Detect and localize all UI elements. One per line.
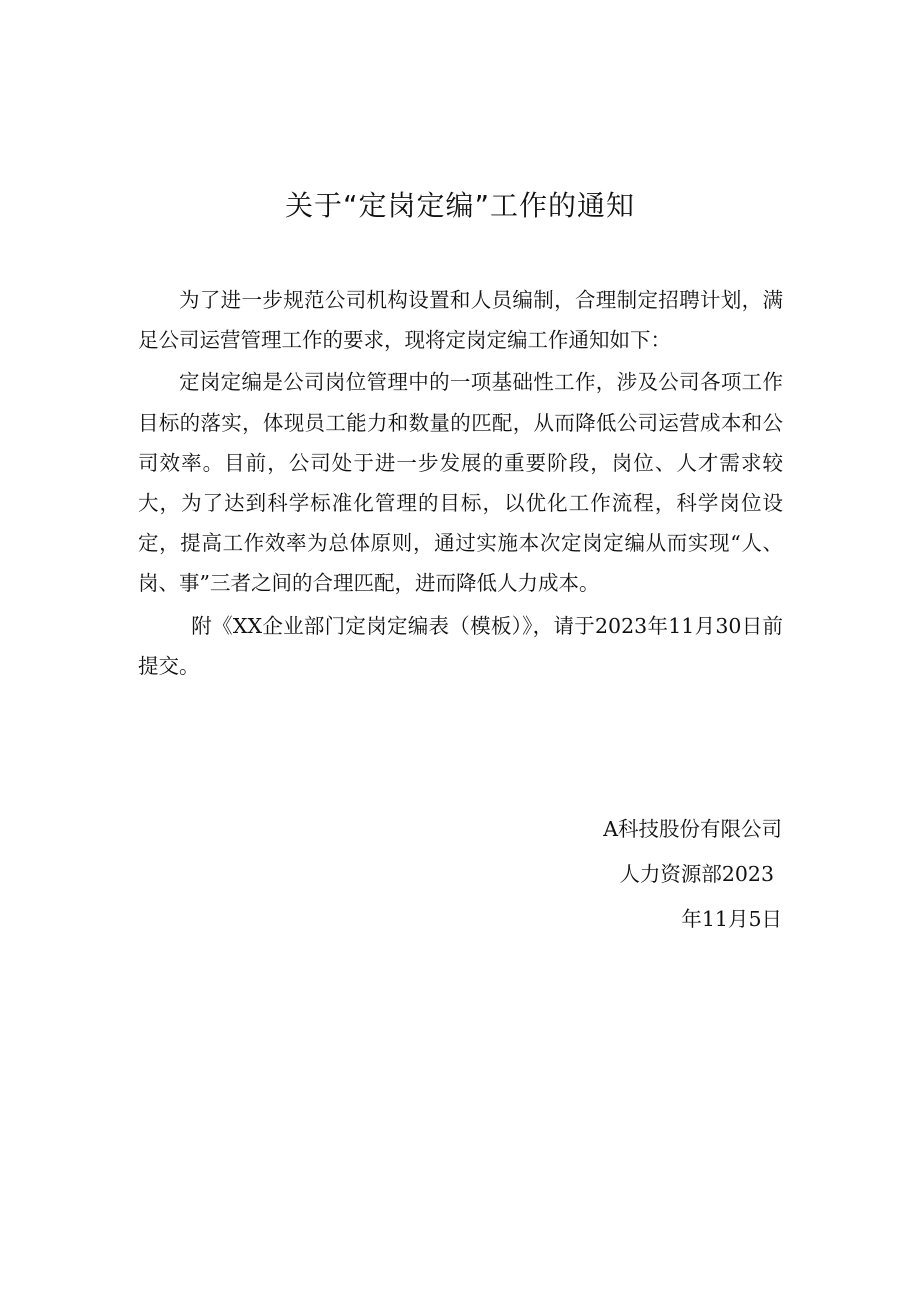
signature-block xyxy=(603,807,782,942)
paragraph-intro: 为了进一步规范公司机构设置和人员编制，合理制定招聘计划，满足公司运营管理工作的要求，现将定岗定编工作通知如下： xyxy=(138,288,783,353)
signature-company: A科技股份有限公司 xyxy=(603,817,782,841)
document-body xyxy=(138,280,783,688)
paragraph-attachment: 附《XX企业部门定岗定编表（模板）》，请于2023年11月30日前提交。 xyxy=(138,613,783,678)
signature-department: 人力资源部2023 xyxy=(619,862,774,886)
signature-date: 年11月5日 xyxy=(681,907,782,931)
document-title: 关于“定岗定编”工作的通知 xyxy=(284,189,635,222)
paragraph-main: 定岗定编是公司岗位管理中的一项基础性工作，涉及公司各项工作目标的落实，体现员工能力和数量的匹配，从而降低公司运营成本和公司效率。目前，公司处于进一步发展的重要阶段，岗位、人才需求较大，为了达到科学标准化管理的目标，以优化工作流程，科学岗位设定，提高工作效率为总体原则，通过实施本次定岗定编从而实现“人、岗、事”三者之间的合理匹配，进而降低人力成本。 xyxy=(138,370,783,596)
